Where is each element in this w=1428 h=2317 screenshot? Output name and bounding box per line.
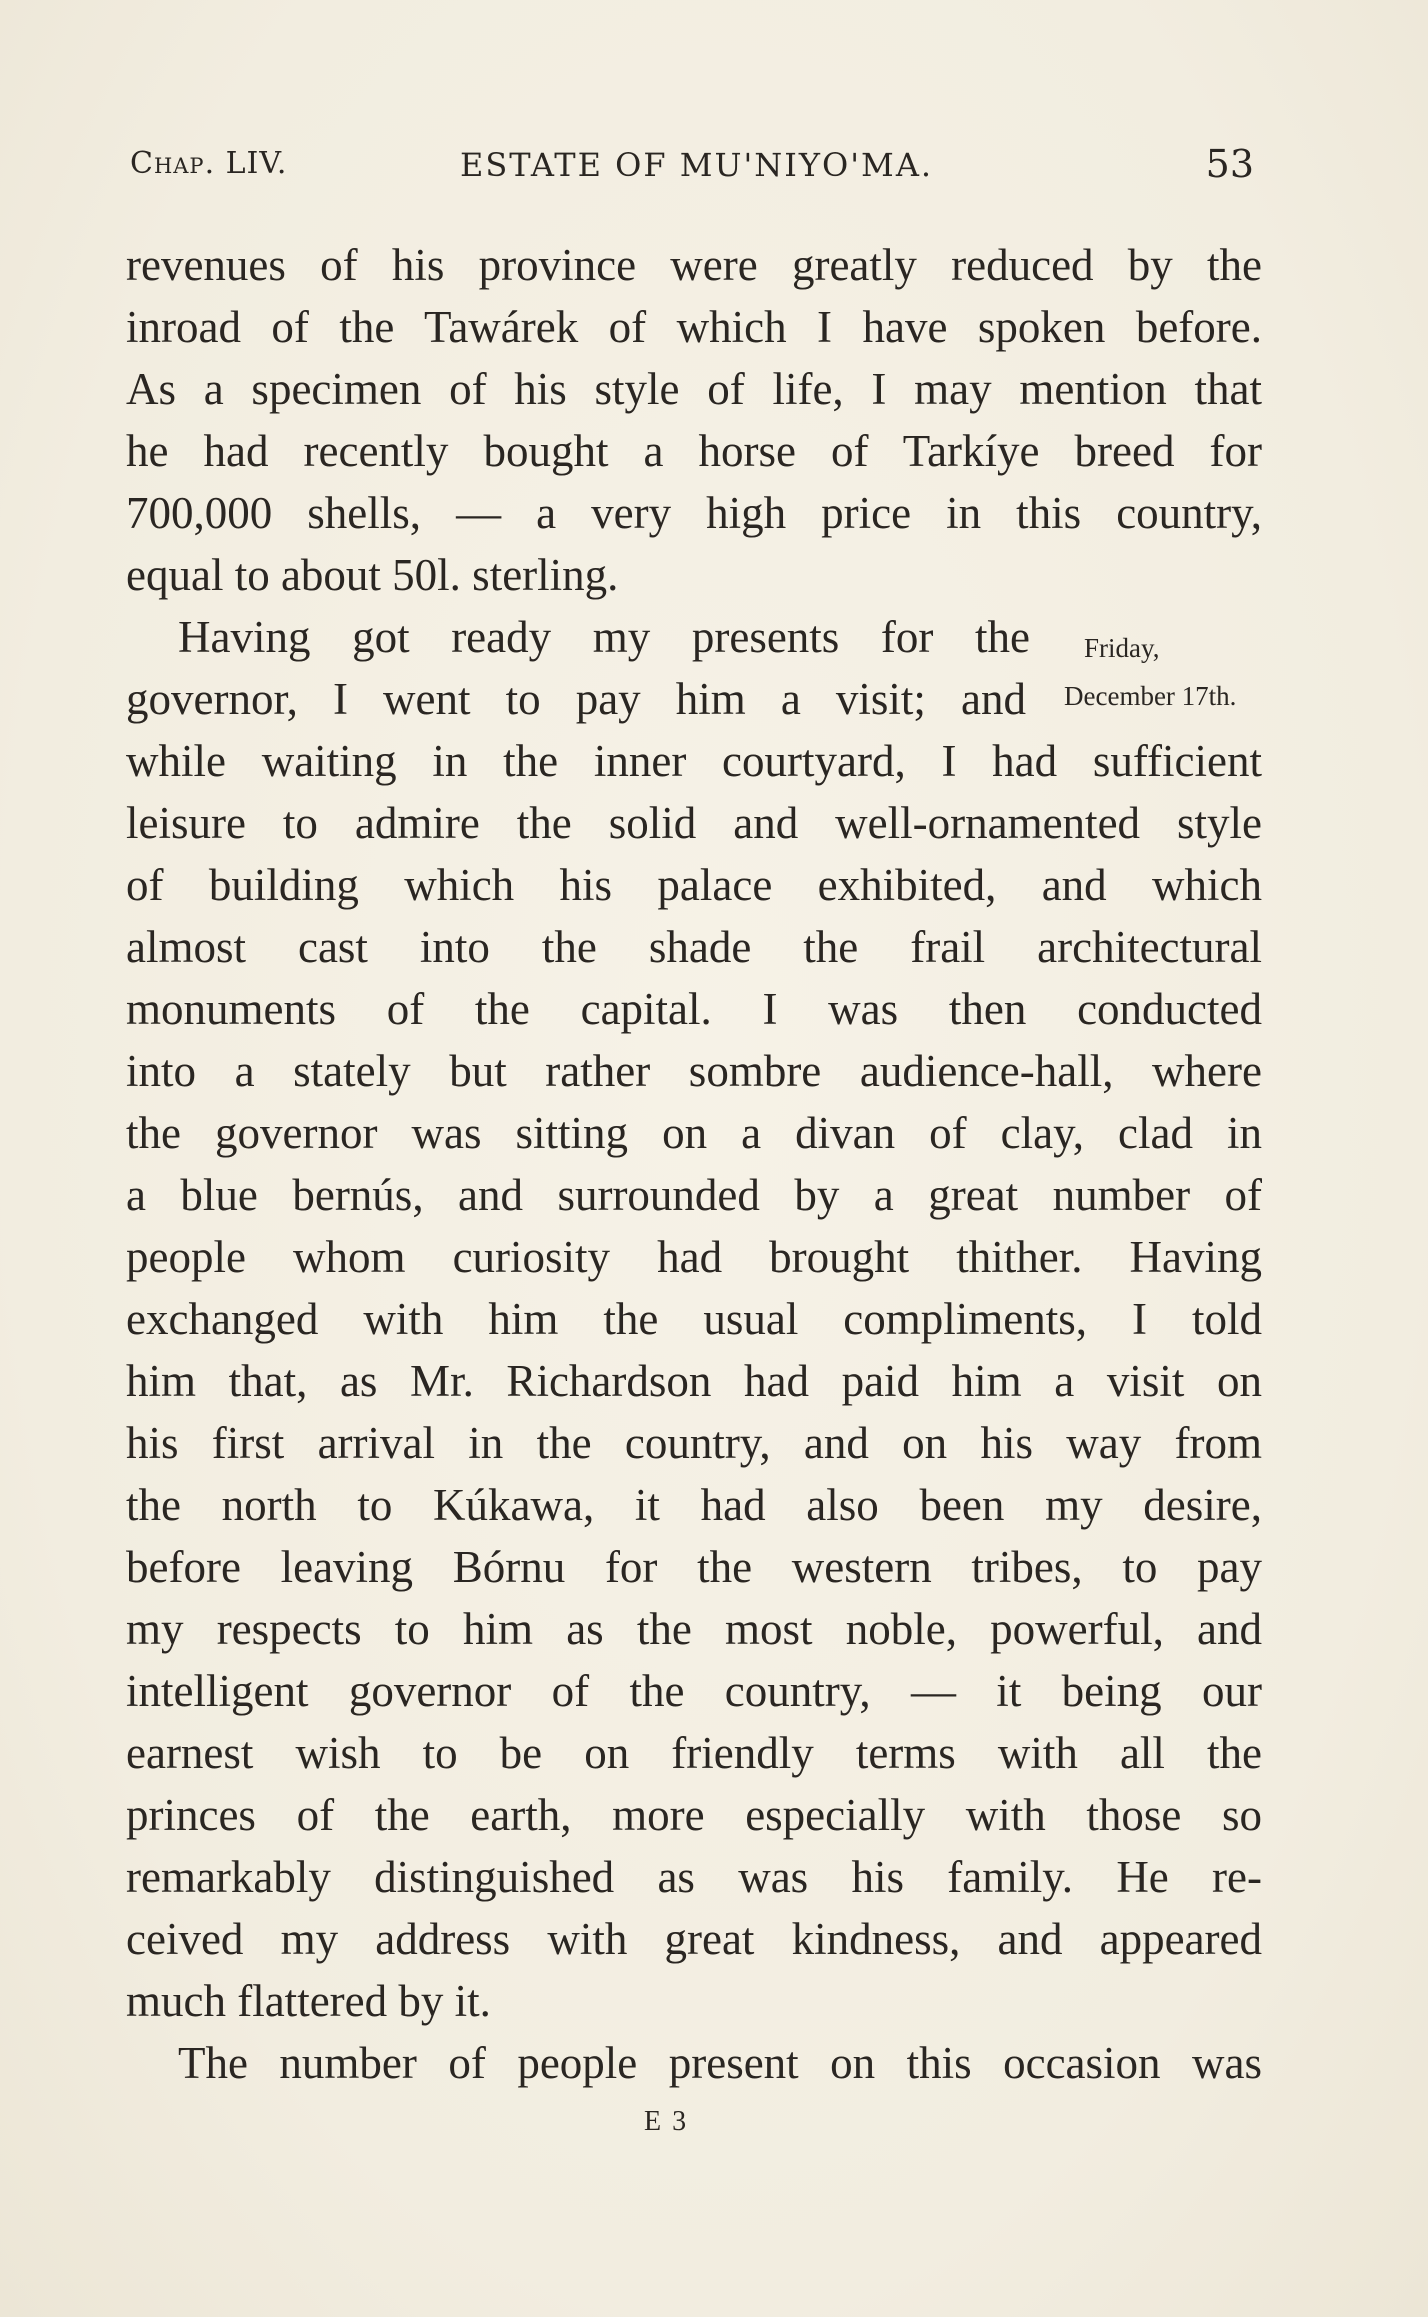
text-line: Having got ready my presents for the bbox=[178, 612, 1030, 662]
text-line: earnest wish to be on friendly terms with all the bbox=[126, 1728, 1262, 1778]
margin-note-day: Friday, bbox=[1084, 633, 1160, 663]
text-line: the north to Kúkawa, it had also been my desire, bbox=[126, 1480, 1262, 1530]
text-line: governor, I went to pay him a visit; and bbox=[126, 674, 1026, 724]
text-line: remarkably distinguished as was his family. He re- bbox=[126, 1852, 1262, 1902]
page-number: 53 bbox=[1205, 142, 1254, 186]
text-line: almost cast into the shade the frail architectural bbox=[126, 922, 1262, 972]
signature-mark: E 3 bbox=[644, 2106, 689, 2137]
text-line: equal to about 50l. sterling. bbox=[126, 550, 619, 600]
running-title: ESTATE OF MU'NIYO'MA. bbox=[460, 146, 934, 184]
text-line: leisure to admire the solid and well-ornamented style bbox=[126, 798, 1262, 848]
text-line: princes of the earth, more especially with those so bbox=[126, 1790, 1262, 1840]
text-line: my respects to him as the most noble, powerful, and bbox=[126, 1604, 1262, 1654]
margin-note-date: December 17th. bbox=[1064, 681, 1237, 711]
running-header bbox=[130, 138, 1260, 198]
text-line: into a stately but rather sombre audience-hall, where bbox=[126, 1046, 1262, 1096]
text-line: As a specimen of his style of life, I may mention that bbox=[126, 364, 1262, 414]
text-line: before leaving Bórnu for the western tribes, to pay bbox=[126, 1542, 1262, 1592]
text-line: revenues of his province were greatly reduced by the bbox=[126, 240, 1262, 290]
text-line: much flattered by it. bbox=[126, 1976, 491, 2026]
text-line: people whom curiosity had brought thither. Having bbox=[126, 1232, 1262, 1282]
text-line: monuments of the capital. I was then conducted bbox=[126, 984, 1262, 1034]
text-line: his first arrival in the country, and on his way from bbox=[126, 1418, 1262, 1468]
text-line: ceived my address with great kindness, and appeared bbox=[126, 1914, 1262, 1964]
text-line: The number of people present on this occasion was bbox=[178, 2038, 1262, 2088]
text-line: 700,000 shells, — a very high price in this country, bbox=[126, 488, 1262, 538]
text-line: a blue bernús, and surrounded by a great number of bbox=[126, 1170, 1262, 1220]
text-line: the governor was sitting on a divan of clay, clad in bbox=[126, 1108, 1262, 1158]
text-line: while waiting in the inner courtyard, I had sufficient bbox=[126, 736, 1262, 786]
text-line: exchanged with him the usual compliments, I told bbox=[126, 1294, 1262, 1344]
text-line: he had recently bought a horse of Tarkíye breed for bbox=[126, 426, 1262, 476]
text-line: of building which his palace exhibited, and which bbox=[126, 860, 1262, 910]
text-line: intelligent governor of the country, — it being our bbox=[126, 1666, 1262, 1716]
chapter-label: Chap. LIV. bbox=[130, 146, 288, 181]
text-line: inroad of the Tawárek of which I have spoken before. bbox=[126, 302, 1262, 352]
text-line: him that, as Mr. Richardson had paid him a visit on bbox=[126, 1356, 1262, 1406]
body-text bbox=[126, 234, 1262, 2094]
